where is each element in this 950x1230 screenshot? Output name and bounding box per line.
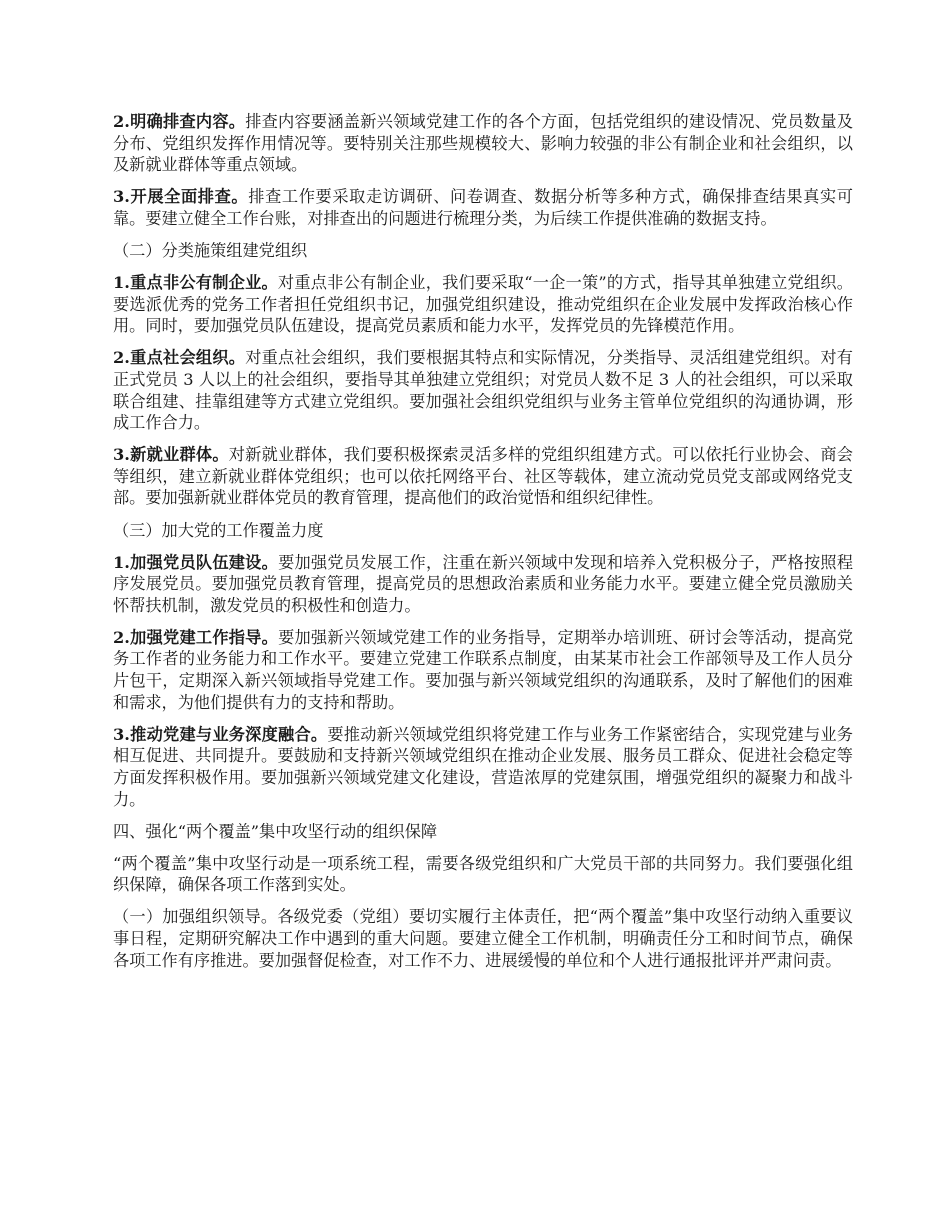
item-paragraph xyxy=(113,111,853,176)
item-paragraph xyxy=(113,724,853,810)
section-heading: （二）分类施策组建党组织 xyxy=(113,240,308,260)
item-paragraph xyxy=(113,186,853,229)
item-text: 排查内容要涵盖新兴领域党建工作的各个方面，包括党组织的建设情况、党员数量及分布、党组织发挥作用情况等。要特别关注那些规模较大、影响力较强的非公有制企业和社会组织，以及新就业群体等重点领域。 xyxy=(113,112,853,175)
item-lead: 1.加强党员队伍建设。 xyxy=(113,552,279,572)
chapter-heading: 四、强化“两个覆盖”集中攻坚行动的组织保障 xyxy=(113,821,438,841)
item-text: 排查工作要采取走访调研、问卷调查、数据分析等多种方式，确保排查结果真实可靠。要建立健全工作台账，对排查出的问题进行梳理分类，为后续工作提供准确的数据支持。 xyxy=(113,187,853,228)
item-paragraph xyxy=(113,627,853,713)
item-paragraph xyxy=(113,444,853,509)
item-text: 要加强新兴领域党建工作的业务指导，定期举办培训班、研讨会等活动，提高党务工作者的业务能力和工作水平。要建立党建工作联系点制度，由某某市社会工作部领导及工作人员分片包干，定期深入新兴领域指导党建工作。要加强与新兴领域党组织的沟通联系，及时了解他们的困难和需求，为他们提供有力的支持和帮助。 xyxy=(113,627,854,712)
item-text: 要推动新兴领域党组织将党建工作与业务工作紧密结合，实现党建与业务相互促进、共同提升。要鼓励和支持新兴领域党组织在推动企业发展、服务员工群众、促进社会稳定等方面发挥积极作用。要加强新兴领域党建文化建设，营造浓厚的党建氛围，增强党组织的凝聚力和战斗力。 xyxy=(113,724,853,809)
document-body xyxy=(113,111,853,982)
item-lead: 2.明确排查内容。 xyxy=(113,112,246,131)
item-lead: 3.推动党建与业务深度融合。 xyxy=(113,724,328,744)
item-lead: 3.新就业群体。 xyxy=(113,445,229,465)
item-paragraph xyxy=(113,272,853,337)
item-lead: 1.重点非公有制企业。 xyxy=(113,273,278,293)
body-paragraph: （一）加强组织领导。各级党委（党组）要切实履行主体责任，把“两个覆盖”集中攻坚行动纳入重要议事日程，定期研究解决工作中遇到的重大问题。要建立健全工作机制，明确责任分工和时间节点，确保各项工作有序推进。要加强督促检查，对工作不力、进展缓慢的单位和个人进行通报批评并严肃问责。 xyxy=(113,907,853,970)
item-paragraph xyxy=(113,552,853,617)
item-lead: 2.重点社会组织。 xyxy=(113,348,246,368)
item-text: 对新就业群体，我们要积极探索灵活多样的党组织组建方式。可以依托行业协会、商会等组织，建立新就业群体党组织；也可以依托网络平台、社区等载体，建立流动党员党支部或网络党支部。要加强新就业群体党员的教育管理，提高他们的政治觉悟和组织纪律性。 xyxy=(113,445,853,508)
item-text: 对重点社会组织，我们要根据其特点和实际情况，分类指导、灵活组建党组织。对有正式党员 3 人以上的社会组织，要指导其单独建立党组织；对党员人数不足 3 人的社会组织，可以采取联合组建、挂靠组建等方式建立党组织。要加强社会组织党组织与业务主管单位党组织的沟通协调，形成工作合力。 xyxy=(113,348,853,433)
item-text: 对重点非公有制企业，我们要采取“一企一策”的方式，指导其单独建立党组织。要选派优秀的党务工作者担任党组织书记，加强党组织建设，推动党组织在企业发展中发挥政治核心作用。同时，要加强党员队伍建设，提高党员素质和能力水平，发挥党员的先锋模范作用。 xyxy=(113,273,853,336)
item-lead: 2.加强党建工作指导。 xyxy=(113,627,279,647)
section-heading: （三）加大党的工作覆盖力度 xyxy=(113,520,324,540)
item-text: 要加强党员发展工作，注重在新兴领域中发现和培养入党积极分子，严格按照程序发展党员。要加强党员教育管理，提高党员的思想政治素质和业务能力水平。要建立健全党员激励关怀帮扶机制，激发党员的积极性和创造力。 xyxy=(113,552,854,615)
item-paragraph xyxy=(113,347,853,433)
item-lead: 3.开展全面排查。 xyxy=(113,187,249,207)
body-paragraph: “两个覆盖”集中攻坚行动是一项系统工程，需要各级党组织和广大党员干部的共同努力。我们要强化组织保障，确保各项工作落到实处。 xyxy=(113,853,853,895)
